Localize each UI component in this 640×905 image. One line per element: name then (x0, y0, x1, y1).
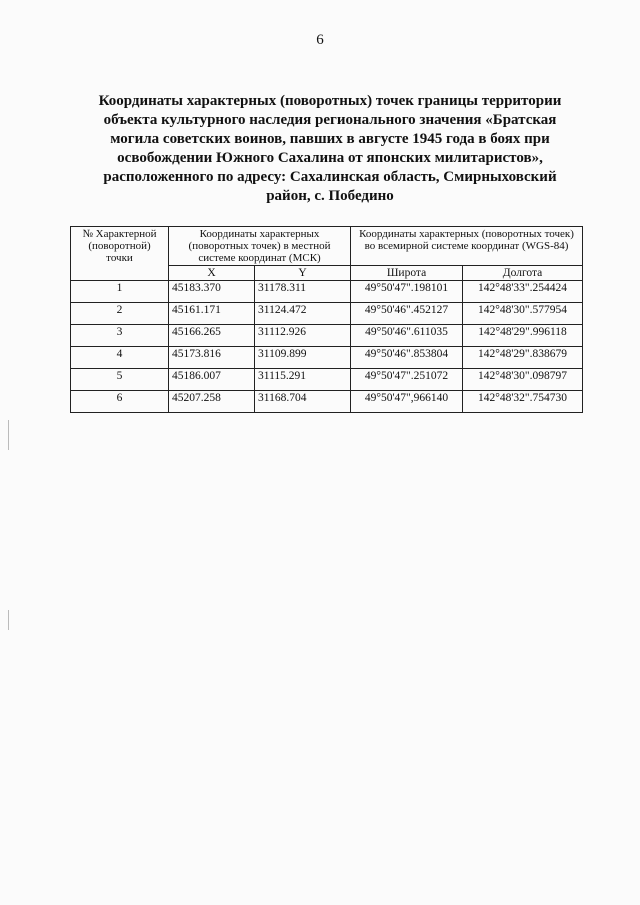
table-row (71, 347, 583, 369)
x-cell: 45207.258 (169, 391, 255, 413)
latitude-cell: 49°50'47",966140 (351, 391, 463, 413)
table-row (71, 369, 583, 391)
latitude-cell: 49°50'47".198101 (351, 281, 463, 303)
x-header: X (169, 266, 255, 281)
latitude-header: Широта (351, 266, 463, 281)
x-cell: 45183.370 (169, 281, 255, 303)
latitude-cell: 49°50'46".452127 (351, 303, 463, 325)
y-cell: 31178.311 (255, 281, 351, 303)
heading-line: могила советских воинов, павших в августе 1945 года в боях при (110, 131, 550, 147)
point-number-cell: 3 (71, 325, 169, 347)
y-cell: 31168.704 (255, 391, 351, 413)
y-header: Y (255, 266, 351, 281)
longitude-cell: 142°48'33".254424 (463, 281, 583, 303)
page-number: 6 (316, 32, 324, 48)
scan-edge-mark (8, 420, 9, 450)
longitude-cell: 142°48'32".754730 (463, 391, 583, 413)
longitude-cell: 142°48'29".996118 (463, 325, 583, 347)
point-number-cell: 4 (71, 347, 169, 369)
heading-line: расположенного по адресу: Сахалинская область, Смирныховский (103, 169, 557, 185)
point-number-cell: 6 (71, 391, 169, 413)
point-number-cell: 2 (71, 303, 169, 325)
point-number-cell: 5 (71, 369, 169, 391)
table-row (71, 303, 583, 325)
y-cell: 31115.291 (255, 369, 351, 391)
wgs-coords-header: Координаты характерных (поворотных точек) во всемирной системе координат (WGS-84) (351, 227, 583, 266)
point-number-header: № Характерной (поворотной) точки (71, 227, 169, 281)
coordinates-table (70, 226, 583, 413)
heading-line: объекта культурного наследия регионального значения «Братская (103, 112, 557, 128)
y-cell: 31112.926 (255, 325, 351, 347)
table-row (71, 281, 583, 303)
longitude-cell: 142°48'29".838679 (463, 347, 583, 369)
local-coords-header: Координаты характерных (поворотных точек) в местной системе координат (МСК) (169, 227, 351, 266)
document-heading (70, 92, 590, 206)
x-cell: 45186.007 (169, 369, 255, 391)
longitude-cell: 142°48'30".098797 (463, 369, 583, 391)
point-number-cell: 1 (71, 281, 169, 303)
table-header-row (71, 227, 583, 266)
longitude-header: Долгота (463, 266, 583, 281)
table-row (71, 325, 583, 347)
longitude-cell: 142°48'30".577954 (463, 303, 583, 325)
table-row (71, 391, 583, 413)
latitude-cell: 49°50'46".611035 (351, 325, 463, 347)
y-cell: 31124.472 (255, 303, 351, 325)
heading-line: Координаты характерных (поворотных) точек границы территории (98, 93, 562, 109)
scan-edge-mark (8, 610, 9, 630)
latitude-cell: 49°50'46".853804 (351, 347, 463, 369)
x-cell: 45166.265 (169, 325, 255, 347)
x-cell: 45161.171 (169, 303, 255, 325)
x-cell: 45173.816 (169, 347, 255, 369)
heading-line: район, с. Победино (266, 188, 394, 204)
heading-line: освобождении Южного Сахалина от японских милитаристов», (117, 150, 543, 166)
latitude-cell: 49°50'47".251072 (351, 369, 463, 391)
y-cell: 31109.899 (255, 347, 351, 369)
